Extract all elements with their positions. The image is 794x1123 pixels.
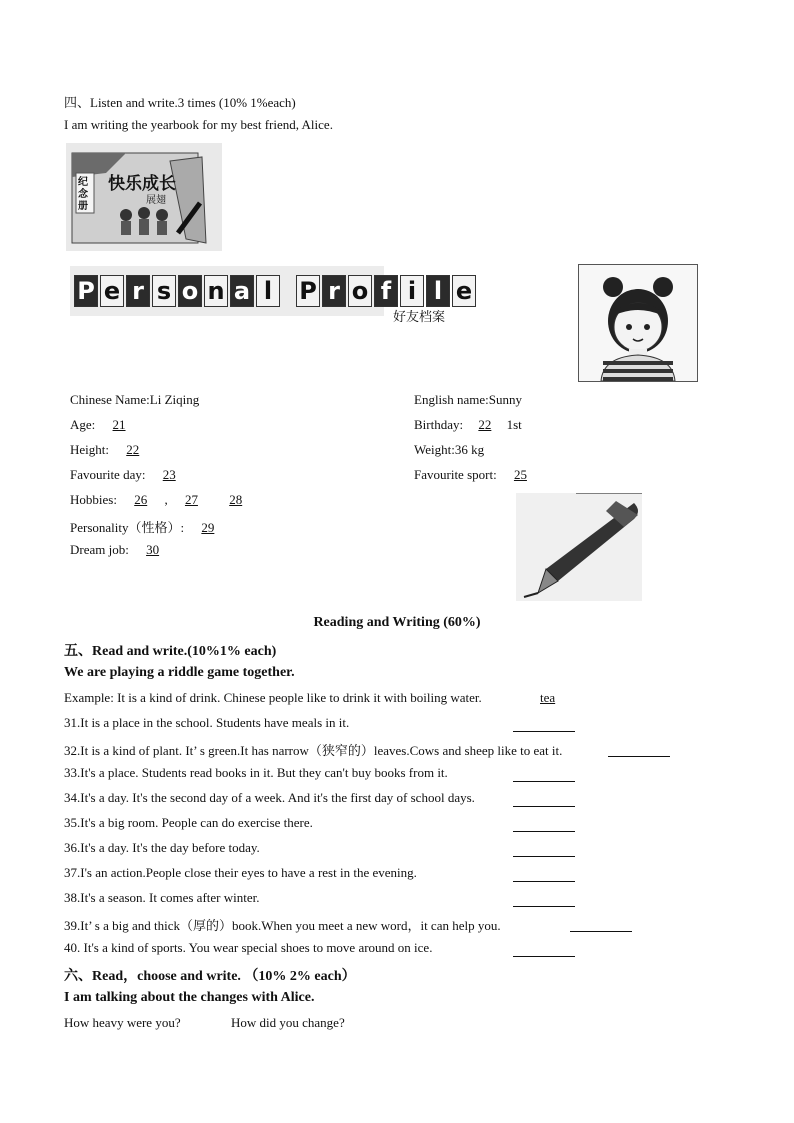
riddle-33: 33.It's a place. Students read books in it. But they can't buy books from it. — [64, 765, 448, 780]
fav-day-blank[interactable]: 23 — [162, 467, 176, 482]
answer-33-blank[interactable] — [513, 780, 575, 782]
reading-writing-heading: Reading and Writing (60%) — [313, 615, 481, 630]
english-name: English name:Sunny — [414, 392, 522, 407]
profile-title-letter: s — [152, 275, 176, 307]
fav-day-row — [70, 467, 190, 483]
hobby1-blank[interactable]: 26 — [134, 492, 148, 507]
profile-title-letter: i — [400, 275, 424, 307]
riddle-39: 39.It’ s a big and thick（厚的）book.When you meet a new word，it can help you. — [64, 918, 501, 933]
section4-intro: I am writing the yearbook for my best friend, Alice. — [64, 117, 333, 132]
section6-title: 六、Read，choose and write. （10% 2% each） — [64, 969, 356, 984]
answer-39-blank[interactable] — [570, 930, 632, 932]
riddle-40: 40. It's a kind of sports. You wear special shoes to move around on ice. — [64, 940, 433, 955]
personal-profile-banner — [70, 266, 473, 316]
answer-37-blank[interactable] — [513, 880, 575, 882]
height-label: Height: — [70, 442, 109, 457]
riddle-37: 37.I's an action.People close their eyes to have a rest in the evening. — [64, 865, 417, 880]
riddle-36: 36.It's a day. It's the day before today. — [64, 840, 260, 855]
yearbook-title: 快乐成长 — [108, 174, 176, 193]
profile-title-letter: f — [374, 275, 398, 307]
yearbook-side-label: 纪念册 — [78, 177, 88, 212]
hobby2-blank[interactable]: 27 — [184, 492, 198, 507]
dream-job-blank[interactable]: 30 — [146, 542, 160, 557]
age-row — [70, 417, 140, 433]
fav-sport-row — [414, 467, 541, 483]
profile-title-letter: e — [452, 275, 476, 307]
hobby3-blank[interactable]: 28 — [229, 492, 243, 507]
dream-job-label: Dream job: — [70, 542, 129, 557]
answer-38-blank[interactable] — [513, 905, 575, 907]
riddle-34: 34.It's a day. It's the second day of a week. And it's the first day of school days. — [64, 790, 475, 805]
age-label: Age: — [70, 417, 96, 432]
section5-subtitle: We are playing a riddle game together. — [64, 665, 295, 680]
example-text: Example: It is a kind of drink. Chinese people like to drink it with boiling water. — [64, 690, 482, 705]
girl-portrait-illustration — [579, 265, 697, 381]
profile-title-letter: o — [348, 275, 372, 307]
question-heavy: How heavy were you? — [64, 1015, 181, 1030]
riddle-32: 32.It is a kind of plant. It’ s green.It has narrow（狭窄的）leaves.Cows and sheep like to eat it. — [64, 743, 563, 758]
riddle-38: 38.It's a season. It comes after winter. — [64, 890, 260, 905]
answer-35-blank[interactable] — [513, 830, 575, 832]
dream-job-row — [70, 542, 173, 558]
profile-title — [74, 275, 478, 307]
answer-40-blank[interactable] — [513, 955, 575, 957]
birthday-row — [414, 417, 522, 433]
profile-title-letter: l — [426, 275, 450, 307]
birthday-blank[interactable]: 22 — [478, 417, 492, 432]
fav-day-label: Favourite day: — [70, 467, 146, 482]
riddle-31: 31.It is a place in the school. Students have meals in it. — [64, 715, 350, 730]
pen-image — [516, 493, 642, 601]
personality-label: Personality（性格）: — [70, 520, 185, 535]
profile-title-letter: a — [230, 275, 254, 307]
answer-36-blank[interactable] — [513, 855, 575, 857]
example-answer: tea — [540, 690, 556, 705]
yearbook-sub-label: 展翅 — [146, 195, 166, 206]
girl-portrait — [578, 264, 698, 382]
profile-title-letter: l — [256, 275, 280, 307]
profile-title-letter: e — [100, 275, 124, 307]
section4-title: 四、Listen and write.3 times (10% 1%each) — [64, 95, 296, 110]
riddle-35: 35.It's a big room. People can do exercise there. — [64, 815, 313, 830]
profile-title-letter: n — [204, 275, 228, 307]
answer-31-blank[interactable] — [513, 730, 575, 732]
hobbies-row: Hobbies: 26 , 27 28 — [70, 492, 256, 508]
question-change: How did you change? — [231, 1015, 345, 1030]
section5-title: 五、Read and write.(10%1% each) — [64, 644, 277, 659]
height-blank[interactable]: 22 — [126, 442, 140, 457]
profile-cn-caption: 好友档案 — [393, 309, 446, 324]
answer-34-blank[interactable] — [513, 805, 575, 807]
profile-title-letter: r — [322, 275, 346, 307]
section6-subtitle: I am talking about the changes with Alice. — [64, 990, 315, 1005]
birthday-suffix: 1st — [506, 417, 522, 432]
weight: Weight:36 kg — [414, 442, 485, 457]
profile-title-letter: P — [74, 275, 98, 307]
personality-row — [70, 517, 228, 536]
fav-sport-label: Favourite sport: — [414, 467, 497, 482]
answer-32-blank[interactable] — [608, 755, 670, 757]
chinese-name: Chinese Name:Li Ziqing — [70, 392, 200, 407]
fav-sport-blank[interactable]: 25 — [513, 467, 527, 482]
age-blank[interactable]: 21 — [112, 417, 126, 432]
personality-blank[interactable]: 29 — [201, 520, 215, 535]
height-row — [70, 442, 153, 458]
fountain-pen-icon — [516, 493, 642, 601]
birthday-label: Birthday: — [414, 417, 464, 432]
yearbook-image — [66, 143, 222, 251]
hobbies-label: Hobbies: — [70, 492, 117, 507]
profile-title-letter: P — [296, 275, 320, 307]
profile-title-letter: r — [126, 275, 150, 307]
profile-title-letter: o — [178, 275, 202, 307]
